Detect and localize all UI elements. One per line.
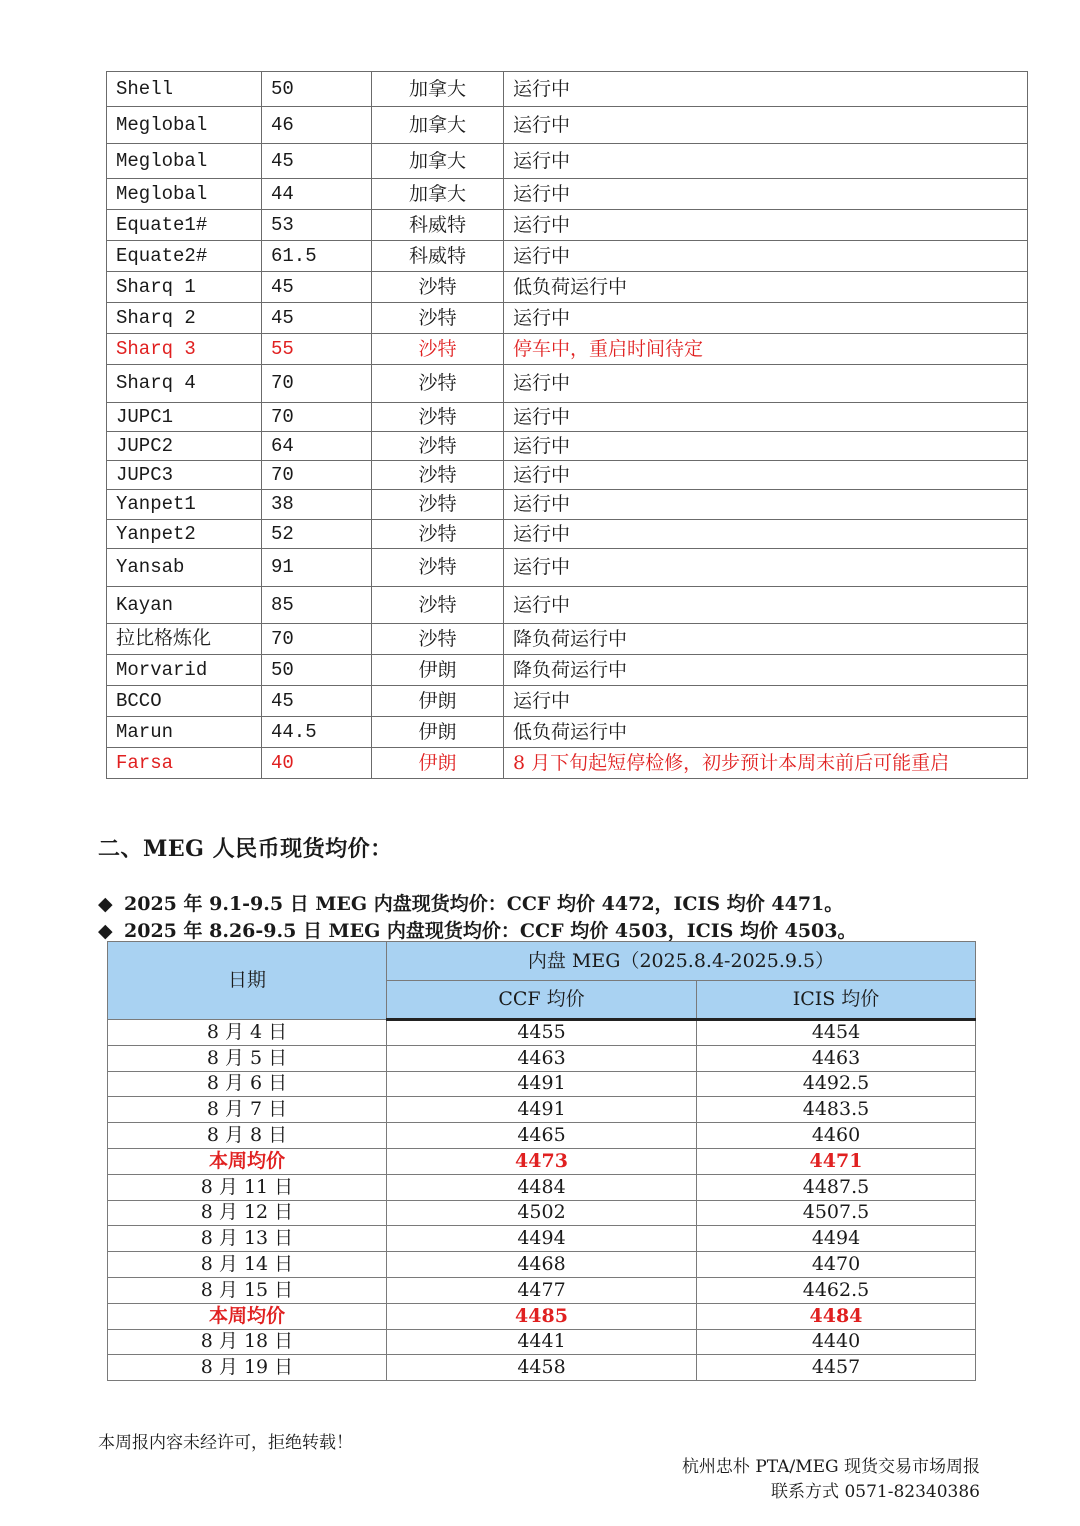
weekly-average-row	[108, 1148, 976, 1174]
ccf-price-cell: 4502	[387, 1200, 697, 1226]
footer-contact: 联系方式 0571-82340386	[771, 1482, 980, 1502]
status-cell: 降负荷运行中	[504, 624, 1028, 655]
plant-row	[107, 549, 1028, 587]
status-cell: 运行中	[504, 107, 1028, 144]
status-cell: 运行中	[504, 179, 1028, 210]
country-cell: 加拿大	[372, 72, 504, 107]
bullet-item	[98, 916, 856, 943]
capacity-cell: 64	[262, 432, 372, 461]
country-cell: 加拿大	[372, 107, 504, 144]
plant-row	[107, 72, 1028, 107]
status-cell: 运行中	[504, 490, 1028, 520]
price-row	[108, 1071, 976, 1097]
plant-name-cell: Sharq 1	[107, 272, 262, 303]
plant-row	[107, 717, 1028, 748]
meg-price-table	[107, 941, 976, 1381]
capacity-cell: 46	[262, 107, 372, 144]
icis-price-cell: 4454	[697, 1020, 976, 1046]
country-cell: 加拿大	[372, 179, 504, 210]
plant-name-cell: Yansab	[107, 549, 262, 587]
status-cell: 运行中	[504, 403, 1028, 432]
plant-name-cell: Morvarid	[107, 655, 262, 686]
capacity-cell: 70	[262, 403, 372, 432]
plant-name-cell: JUPC2	[107, 432, 262, 461]
country-cell: 沙特	[372, 490, 504, 520]
plant-row	[107, 587, 1028, 624]
icis-price-cell: 4457	[697, 1355, 976, 1381]
price-row	[108, 1226, 976, 1252]
icis-price-cell: 4463	[697, 1045, 976, 1071]
date-cell: 8 月 12 日	[108, 1200, 387, 1226]
plant-row	[107, 210, 1028, 241]
country-cell: 伊朗	[372, 748, 504, 779]
plant-row	[107, 624, 1028, 655]
status-cell: 停车中，重启时间待定	[504, 334, 1028, 365]
status-cell: 运行中	[504, 303, 1028, 334]
price-row	[108, 1252, 976, 1278]
status-cell: 运行中	[504, 432, 1028, 461]
plant-row	[107, 241, 1028, 272]
copyright-notice: 本周报内容未经许可，拒绝转载！	[98, 1433, 353, 1453]
plant-row	[107, 179, 1028, 210]
plant-name-cell: BCCO	[107, 686, 262, 717]
country-cell: 沙特	[372, 365, 504, 403]
country-cell: 沙特	[372, 520, 504, 549]
capacity-cell: 52	[262, 520, 372, 549]
bullet-text: 2025 年 8.26-9.5 日 MEG 内盘现货均价：CCF 均价 4503，ICIS 均价 4503。	[124, 920, 857, 942]
section-title: 二、MEG 人民币现货均价：	[98, 836, 393, 862]
plant-name-cell: Meglobal	[107, 179, 262, 210]
ccf-price-cell: 4473	[387, 1148, 697, 1174]
status-cell: 降负荷运行中	[504, 655, 1028, 686]
capacity-cell: 61.5	[262, 241, 372, 272]
icis-price-cell: 4494	[697, 1226, 976, 1252]
weekly-average-row	[108, 1303, 976, 1329]
capacity-cell: 91	[262, 549, 372, 587]
plant-row	[107, 365, 1028, 403]
capacity-cell: 45	[262, 144, 372, 179]
country-cell: 伊朗	[372, 655, 504, 686]
price-row	[108, 1329, 976, 1355]
status-cell: 运行中	[504, 587, 1028, 624]
ccf-price-cell: 4455	[387, 1020, 697, 1046]
plant-row	[107, 748, 1028, 779]
icis-price-cell: 4440	[697, 1329, 976, 1355]
plant-name-cell: Marun	[107, 717, 262, 748]
icis-price-cell: 4462.5	[697, 1277, 976, 1303]
price-row	[108, 1174, 976, 1200]
plant-name-cell: Meglobal	[107, 144, 262, 179]
plant-name-cell: Equate1#	[107, 210, 262, 241]
plant-name-cell: Equate2#	[107, 241, 262, 272]
plant-row	[107, 303, 1028, 334]
status-cell: 运行中	[504, 241, 1028, 272]
date-cell: 8 月 13 日	[108, 1226, 387, 1252]
ccf-column-header: CCF 均价	[387, 981, 697, 1020]
country-cell: 沙特	[372, 624, 504, 655]
plant-row	[107, 686, 1028, 717]
capacity-cell: 45	[262, 686, 372, 717]
date-cell: 8 月 5 日	[108, 1045, 387, 1071]
icis-price-cell: 4470	[697, 1252, 976, 1278]
price-row	[108, 1355, 976, 1381]
country-cell: 沙特	[372, 549, 504, 587]
ccf-price-cell: 4494	[387, 1226, 697, 1252]
date-cell: 8 月 7 日	[108, 1097, 387, 1123]
capacity-cell: 38	[262, 490, 372, 520]
plant-row	[107, 403, 1028, 432]
icis-price-cell: 4507.5	[697, 1200, 976, 1226]
icis-price-cell: 4492.5	[697, 1071, 976, 1097]
plant-name-cell: Sharq 4	[107, 365, 262, 403]
price-row	[108, 1020, 976, 1046]
ccf-price-cell: 4477	[387, 1277, 697, 1303]
country-cell: 沙特	[372, 403, 504, 432]
date-cell: 8 月 6 日	[108, 1071, 387, 1097]
capacity-cell: 85	[262, 587, 372, 624]
plant-name-cell: Yanpet1	[107, 490, 262, 520]
date-cell: 8 月 11 日	[108, 1174, 387, 1200]
icis-price-cell: 4484	[697, 1303, 976, 1329]
status-cell: 运行中	[504, 210, 1028, 241]
plant-row	[107, 144, 1028, 179]
country-cell: 沙特	[372, 432, 504, 461]
capacity-cell: 55	[262, 334, 372, 365]
plant-name-cell: Farsa	[107, 748, 262, 779]
status-cell: 运行中	[504, 686, 1028, 717]
bullet-item	[98, 889, 843, 916]
date-cell: 本周均价	[108, 1148, 387, 1174]
ccf-price-cell: 4491	[387, 1071, 697, 1097]
ccf-price-cell: 4484	[387, 1174, 697, 1200]
plant-row	[107, 334, 1028, 365]
plant-name-cell: Shell	[107, 72, 262, 107]
date-cell: 8 月 14 日	[108, 1252, 387, 1278]
plant-status-table	[106, 71, 1028, 779]
ccf-price-cell: 4465	[387, 1123, 697, 1149]
capacity-cell: 70	[262, 461, 372, 490]
capacity-cell: 45	[262, 303, 372, 334]
icis-price-cell: 4471	[697, 1148, 976, 1174]
country-cell: 科威特	[372, 241, 504, 272]
date-cell: 8 月 19 日	[108, 1355, 387, 1381]
status-cell: 运行中	[504, 461, 1028, 490]
capacity-cell: 50	[262, 72, 372, 107]
capacity-cell: 53	[262, 210, 372, 241]
country-cell: 沙特	[372, 587, 504, 624]
status-cell: 运行中	[504, 72, 1028, 107]
status-cell: 低负荷运行中	[504, 272, 1028, 303]
country-cell: 沙特	[372, 334, 504, 365]
plant-name-cell: Yanpet2	[107, 520, 262, 549]
ccf-price-cell: 4441	[387, 1329, 697, 1355]
date-cell: 8 月 18 日	[108, 1329, 387, 1355]
date-cell: 8 月 4 日	[108, 1020, 387, 1046]
bullet-text: 2025 年 9.1-9.5 日 MEG 内盘现货均价：CCF 均价 4472，ICIS 均价 4471。	[124, 893, 844, 915]
capacity-cell: 50	[262, 655, 372, 686]
icis-price-cell: 4487.5	[697, 1174, 976, 1200]
diamond-bullet-icon: ◆	[98, 893, 113, 915]
status-cell: 运行中	[504, 549, 1028, 587]
status-cell: 8 月下旬起短停检修，初步预计本周末前后可能重启	[504, 748, 1028, 779]
country-cell: 沙特	[372, 461, 504, 490]
capacity-cell: 40	[262, 748, 372, 779]
capacity-cell: 70	[262, 365, 372, 403]
plant-row	[107, 272, 1028, 303]
plant-name-cell: Kayan	[107, 587, 262, 624]
date-cell: 本周均价	[108, 1303, 387, 1329]
price-row	[108, 1277, 976, 1303]
ccf-price-cell: 4458	[387, 1355, 697, 1381]
country-cell: 伊朗	[372, 717, 504, 748]
capacity-cell: 44.5	[262, 717, 372, 748]
country-cell: 沙特	[372, 272, 504, 303]
country-cell: 沙特	[372, 303, 504, 334]
status-cell: 低负荷运行中	[504, 717, 1028, 748]
plant-row	[107, 655, 1028, 686]
date-cell: 8 月 15 日	[108, 1277, 387, 1303]
meg-group-header: 内盘 MEG（2025.8.4-2025.9.5）	[387, 942, 976, 981]
price-row	[108, 1200, 976, 1226]
capacity-cell: 45	[262, 272, 372, 303]
country-cell: 伊朗	[372, 686, 504, 717]
country-cell: 加拿大	[372, 144, 504, 179]
ccf-price-cell: 4485	[387, 1303, 697, 1329]
icis-column-header: ICIS 均价	[697, 981, 976, 1020]
plant-name-cell: 拉比格炼化	[107, 624, 262, 655]
footer-organization: 杭州忠朴 PTA/MEG 现货交易市场周报	[681, 1457, 980, 1477]
plant-name-cell: JUPC1	[107, 403, 262, 432]
plant-name-cell: Sharq 2	[107, 303, 262, 334]
plant-name-cell: Sharq 3	[107, 334, 262, 365]
plant-name-cell: JUPC3	[107, 461, 262, 490]
price-row	[108, 1045, 976, 1071]
icis-price-cell: 4460	[697, 1123, 976, 1149]
plant-row	[107, 107, 1028, 144]
status-cell: 运行中	[504, 144, 1028, 179]
status-cell: 运行中	[504, 365, 1028, 403]
ccf-price-cell: 4463	[387, 1045, 697, 1071]
plant-row	[107, 520, 1028, 549]
date-cell: 8 月 8 日	[108, 1123, 387, 1149]
price-row	[108, 1097, 976, 1123]
capacity-cell: 70	[262, 624, 372, 655]
ccf-price-cell: 4491	[387, 1097, 697, 1123]
diamond-bullet-icon: ◆	[98, 920, 113, 942]
capacity-cell: 44	[262, 179, 372, 210]
plant-name-cell: Meglobal	[107, 107, 262, 144]
plant-row	[107, 461, 1028, 490]
status-cell: 运行中	[504, 520, 1028, 549]
price-row	[108, 1123, 976, 1149]
plant-row	[107, 490, 1028, 520]
icis-price-cell: 4483.5	[697, 1097, 976, 1123]
ccf-price-cell: 4468	[387, 1252, 697, 1278]
date-column-header: 日期	[108, 942, 387, 1020]
plant-row	[107, 432, 1028, 461]
country-cell: 科威特	[372, 210, 504, 241]
